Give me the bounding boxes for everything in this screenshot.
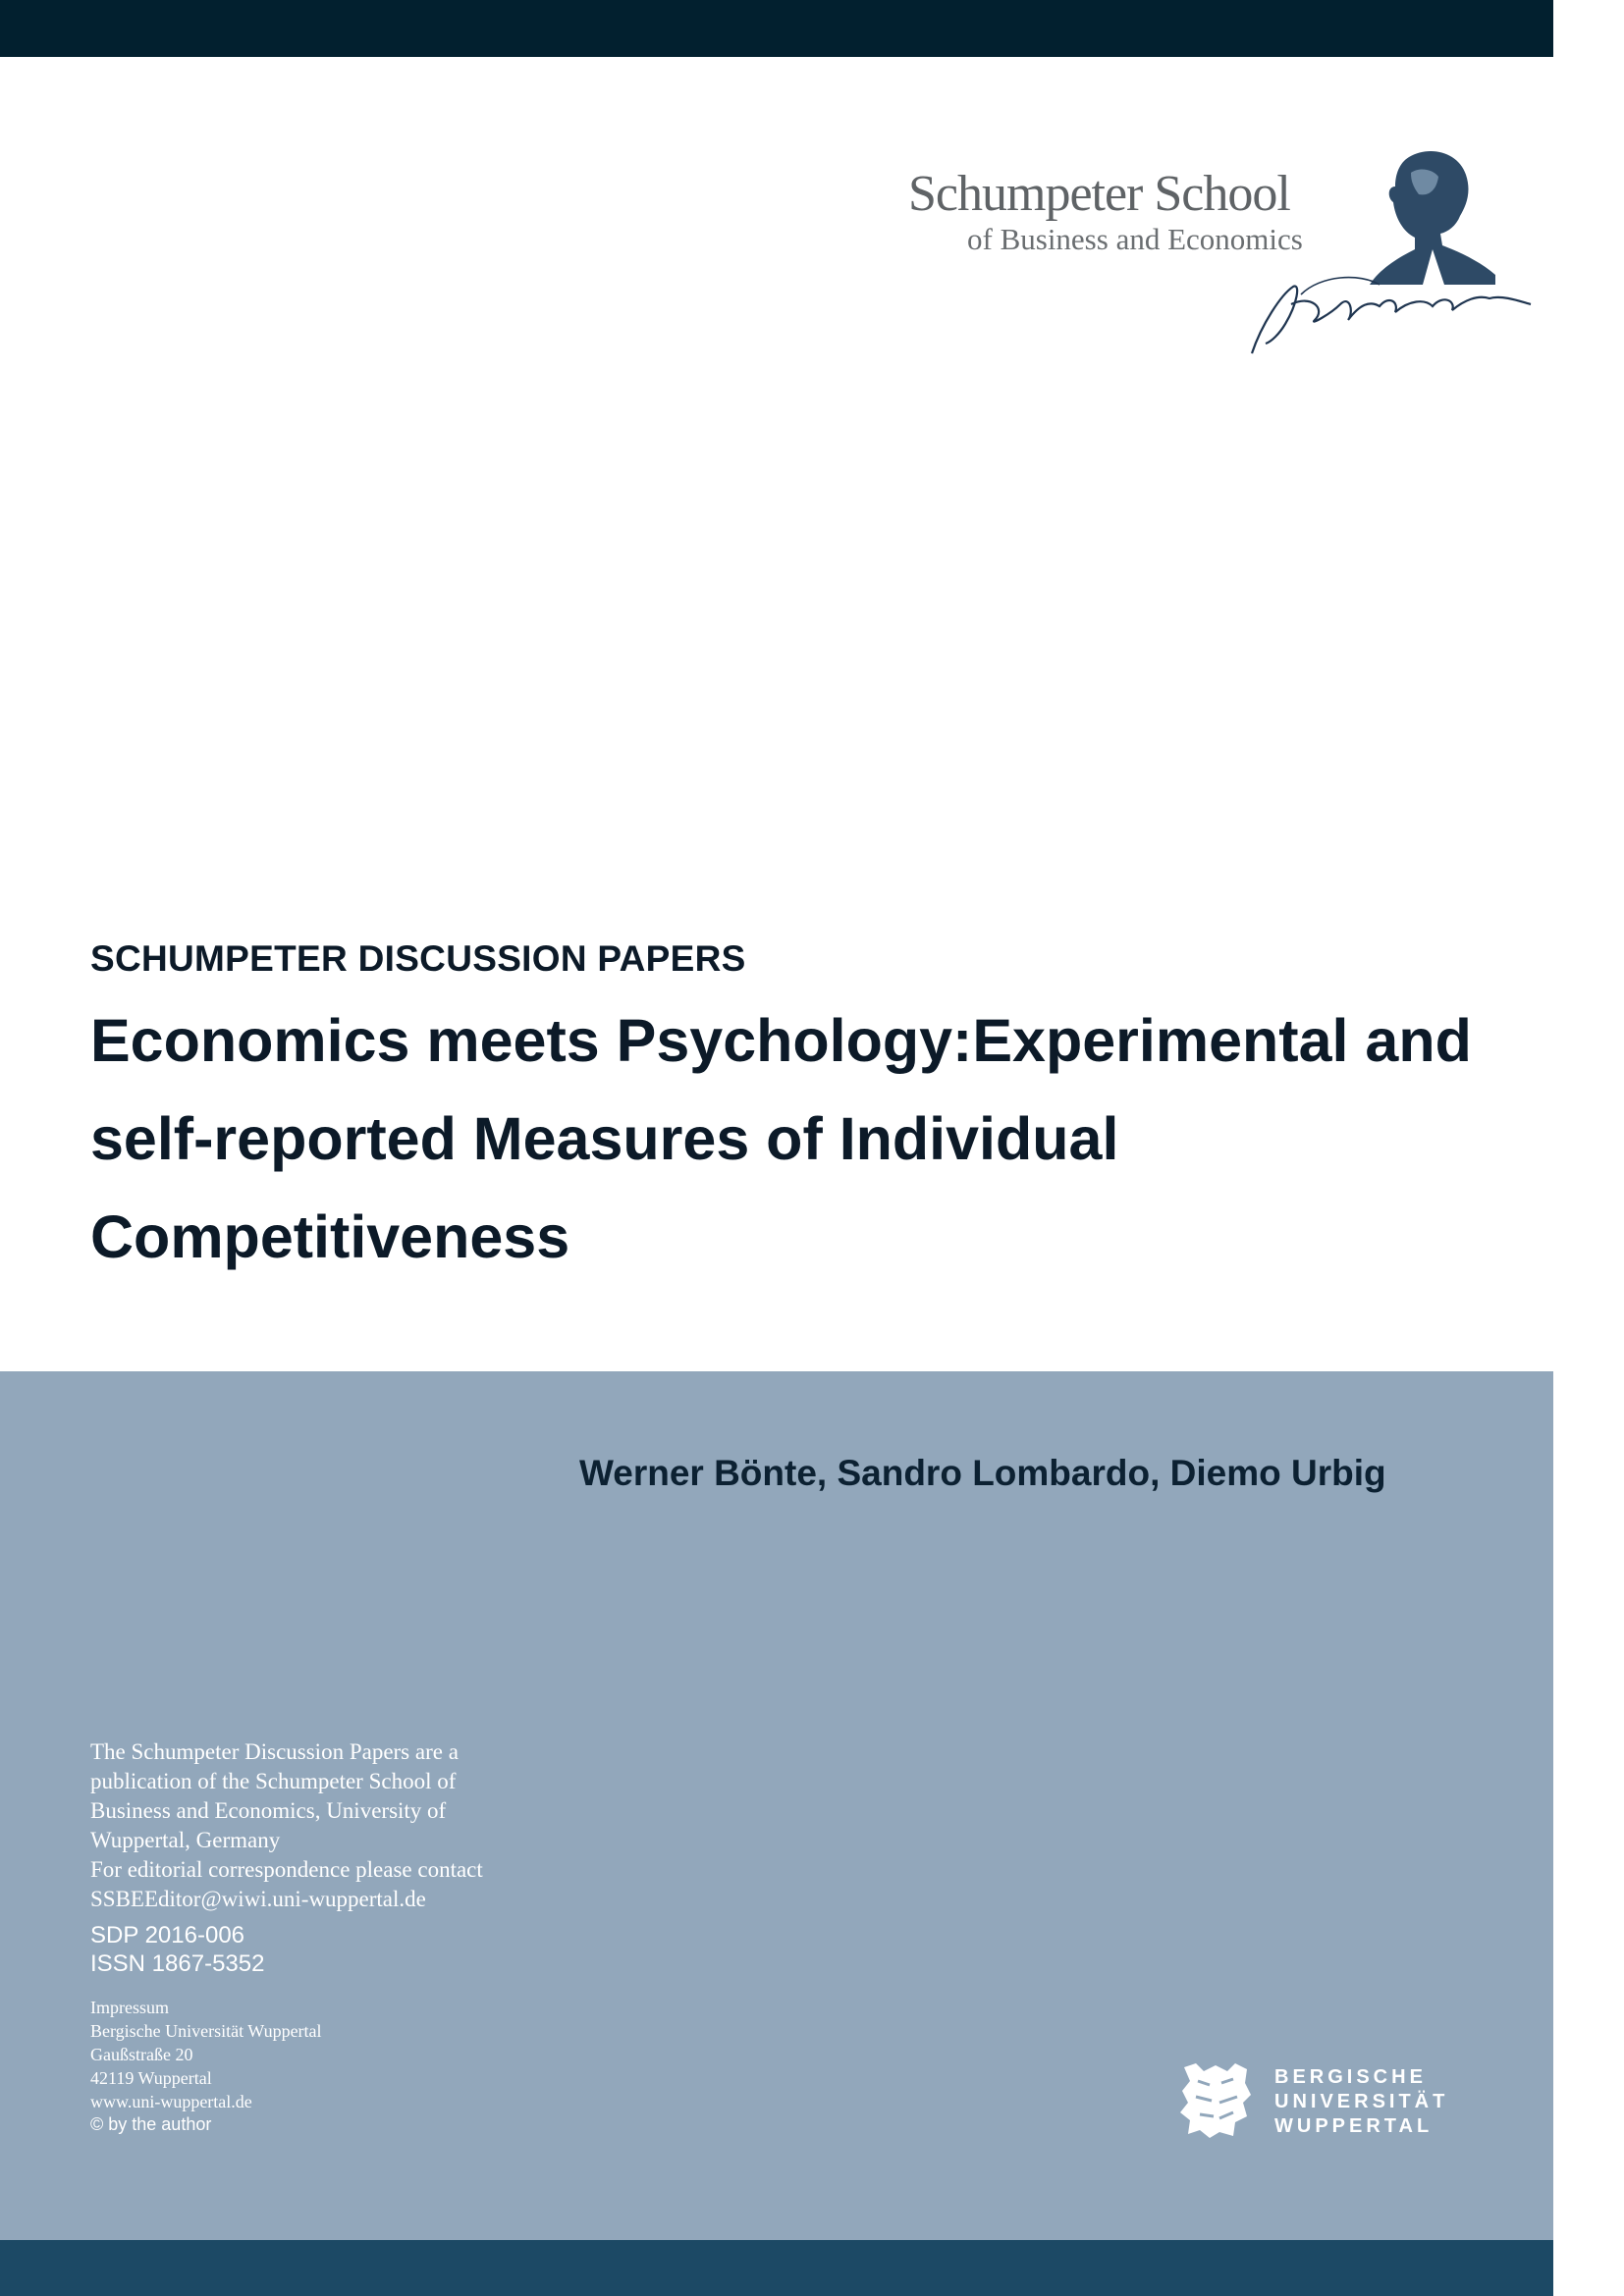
- university-name-line: UNIVERSITÄT: [1274, 2091, 1449, 2112]
- paper-codes: [90, 1921, 264, 1978]
- impressum: [90, 1996, 322, 2113]
- about-text: [90, 1737, 562, 1914]
- title-line: Economics meets Psychology:Experimental and: [90, 1007, 1472, 1074]
- about-line: Wuppertal, Germany: [90, 1828, 281, 1852]
- university-name-line: WUPPERTAL: [1274, 2115, 1434, 2137]
- logo-school-name: Schumpeter School: [908, 166, 1290, 222]
- impressum-line: Gaußstraße 20: [90, 2045, 193, 2064]
- title-line: self-reported Measures of Individual: [90, 1105, 1119, 1172]
- about-line: publication of the Schumpeter School of: [90, 1769, 457, 1793]
- heraldic-lion-icon: [1176, 2061, 1255, 2140]
- authors: Werner Bönte, Sandro Lombardo, Diemo Urbig: [579, 1453, 1386, 1493]
- sdp-number: SDP 2016-006: [90, 1922, 245, 1949]
- logo-school-subtitle: of Business and Economics: [967, 222, 1303, 256]
- impressum-heading: Impressum: [90, 1998, 169, 2017]
- series-label: SCHUMPETER DISCUSSION PAPERS: [90, 938, 746, 979]
- impressum-line: Bergische Universität Wuppertal: [90, 2021, 322, 2041]
- copyright-notice: © by the author: [90, 2114, 212, 2134]
- about-line: For editorial correspondence please contact: [90, 1857, 483, 1882]
- page-margin: [1553, 0, 1624, 2296]
- bottom-bar: [0, 2240, 1553, 2296]
- portrait-icon: [1350, 147, 1497, 285]
- title-line: Competitiveness: [90, 1203, 570, 1270]
- editor-email-link[interactable]: SSBEEditor@wiwi.uni-wuppertal.de: [90, 1887, 426, 1911]
- paper-title: [90, 991, 1543, 1286]
- university-website-link[interactable]: www.uni-wuppertal.de: [90, 2092, 252, 2111]
- impressum-line: 42119 Wuppertal: [90, 2068, 212, 2088]
- about-line: Business and Economics, University of: [90, 1798, 447, 1823]
- about-line: The Schumpeter Discussion Papers are a: [90, 1739, 459, 1764]
- schumpeter-school-logo: [908, 147, 1537, 363]
- university-name-line: BERGISCHE: [1274, 2066, 1427, 2088]
- issn-number: ISSN 1867-5352: [90, 1950, 265, 1977]
- top-bar: [0, 0, 1553, 57]
- university-name: [1274, 2065, 1448, 2139]
- university-logo: [1176, 2061, 1471, 2142]
- signature-icon: [1232, 265, 1537, 363]
